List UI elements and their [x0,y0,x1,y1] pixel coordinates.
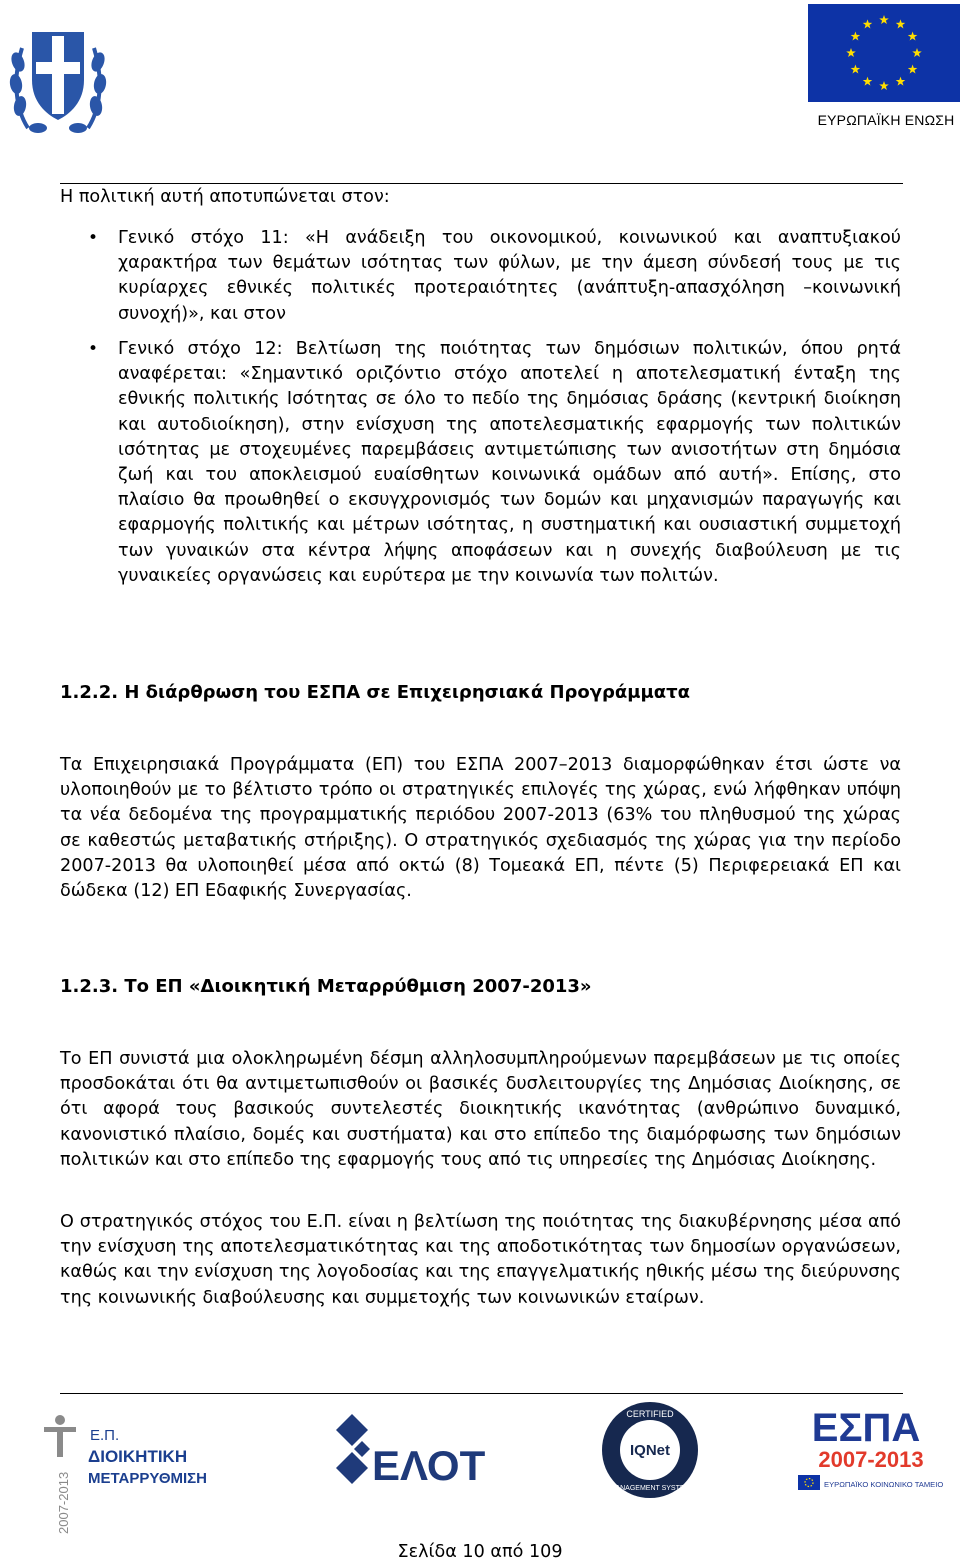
person-figure-icon [44,1415,76,1457]
bullet-goal-11: Γενικό στόχο 11: «Η ανάδειξη του οικονομικού, κοινωνικού και αναπτυξιακού χαρακτήρα των θεμάτων ισότητας των φύλων, με την άμεση σύνδεσή τους με τις κυρίαρχες εθνικές πολιτικές προτεραιότητες (ανάπτυξη-απασχόληση –κοινωνική συνοχή)», και στον [118,228,901,324]
intro-text: Η πολιτική αυτή αποτυπώνεται στον: [60,187,390,207]
elot-logo-text: ΕΛΟΤ [372,1442,486,1489]
eu-mini-flag-icon [798,1475,820,1490]
administrative-reform-logo [30,1410,240,1540]
espa-logo-title: ΕΣΠΑ [811,1406,921,1450]
section-heading-1-2-3: 1.2.3. Το ΕΠ «Διοικητική Μεταρρύθμιση 2007-2013» [60,976,592,997]
admin-logo-years: 2007-2013 [56,1471,71,1534]
footer-divider [60,1393,903,1394]
admin-logo-small: Ε.Π. [90,1427,120,1444]
espa-logo-fund: ΕΥΡΩΠΑΪΚΟ ΚΟΙΝΩΝΙΚΟ ΤΑΜΕΙΟ [824,1480,944,1489]
eu-flag-logo [808,4,960,102]
espa-logo [796,1405,944,1500]
iqnet-top-text: CERTIFIED [626,1409,674,1419]
greek-coat-of-arms-logo [8,10,108,140]
section-1-2-3-paragraph-2: Ο στρατηγικός στόχος του Ε.Π. είναι η βελτίωση της ποιότητας της διακυβέρνησης μέσα από την ενίσχυση της αποτελεσματικότητας και της αποδοτικότητας των δημοσίων οργανώσεων, καθώς και την ενίσχυση της λογοδοσίας και της επαγγελματικής ηθικής μέσω της διεύρυνσης της κοινωνικής διαβούλευσης και συμμετοχής των κοινωνικών εταίρων. [60,1212,901,1308]
header-divider [60,183,903,184]
section-1-2-3-paragraph-1: Το ΕΠ συνιστά μια ολοκληρωμένη δέσμη αλληλοσυμπληρούμενων παρεμβάσεων με τις οποίες προσδοκάται ότι θα αντιμετωπισθούν οι βασικές δυσλειτουργίες της Δημόσιας Διοίκησης, σε ότι αφορά τους βασικούς συντελεστές διοικητικής ικανότητας (ανθρώπινο δυναμικό, κανονιστικό πλαίσιο, δομές και συστήματα) και στο επίπεδο της διαμόρφωσης των δημόσιων πολιτικών και στο επίπεδο της εφαρμογής τους από τις υπηρεσίες της Δημόσιας Διοίκησης. [60,1049,901,1170]
bullet-marker: • [88,228,99,248]
admin-logo-line1: ΔΙΟΙΚΗΤΙΚΗ [88,1447,188,1466]
espa-logo-years: 2007-2013 [818,1447,924,1472]
admin-logo-line2: ΜΕΤΑΡΡΥΘΜΙΣΗ [88,1470,207,1487]
iqnet-certification-logo [600,1400,700,1500]
bullet-marker: • [88,339,99,359]
elot-mark-icon [336,1414,370,1484]
bullet-goal-12: Γενικό στόχο 12: Βελτίωση της ποιότητας των δημόσιων πολιτικών, όπου ρητά αναφέρεται: «Σημαντικό οριζόντιο στόχο αποτελεί η αποτελεσματική ένταξη της εθνικής πολιτικής Ισότητας σε όλο το πεδίο της δημόσιας δράσης (κεντρική διοίκηση και αυτοδιοίκηση), στην ενίσχυση της αποτελεσματικής εφαρμογής των πολιτικών ισότητας με στοχευμένες παρεμβάσεις αντιμετώπισης των ανισοτήτων στη δημόσια ζωή και του αποκλεισμού ευαίσθητων κοινωνικά ομάδων από αυτή». Επίσης, στο πλαίσιο θα προωθηθεί ο εκσυγχρονισμός των δομών και μηχανισμών παραγωγής και εφαρμογής πολιτικής και μέτρων ισότητας, η συστηματική και ουσιαστική συμμετοχή των γυναικών στα κέντρα λήψης αποφάσεων και η συνεχής διαβούλευση με τις γυναικείες οργανώσεις και ευρύτερα με την κοινωνία των πολιτών. [118,339,901,586]
iqnet-center-text: IQNet [629,1442,671,1459]
section-heading-1-2-2: 1.2.2. Η διάρθρωση του ΕΣΠΑ σε Επιχειρησιακά Προγράμματα [60,682,690,703]
eu-label: ΕΥΡΩΠΑΪΚΗ ΕΝΩΣΗ [817,112,955,128]
iqnet-bottom-text: MANAGEMENT SYSTEM [609,1485,691,1492]
section-1-2-2-paragraph: Τα Επιχειρησιακά Προγράμματα (ΕΠ) του ΕΣΠΑ 2007–2013 διαμορφώθηκαν έτσι ώστε να υλοποιηθούν με το βέλτιστο τρόπο οι στρατηγικές επιλογές της χώρας, ενώ λήφθηκαν υπόψη τα νέα δεδομένα της προγραμματικής περιόδου 2007-2013 (63% του πληθυσμού της χώρας σε καθεστώς μεταβατικής στήριξης). Ο στρατηγικός σχεδιασμός της χώρας για την περίοδο 2007-2013 θα υλοποιηθεί μέσα από οκτώ (8) Τομεακά ΕΠ, πέντε (5) Περιφερειακά ΕΠ και δώδεκα (12) ΕΠ Εδαφικής Συνεργασίας. [60,755,901,902]
elot-logo [332,1410,486,1490]
page-number: Σελίδα 10 από 109 [397,1542,563,1562]
